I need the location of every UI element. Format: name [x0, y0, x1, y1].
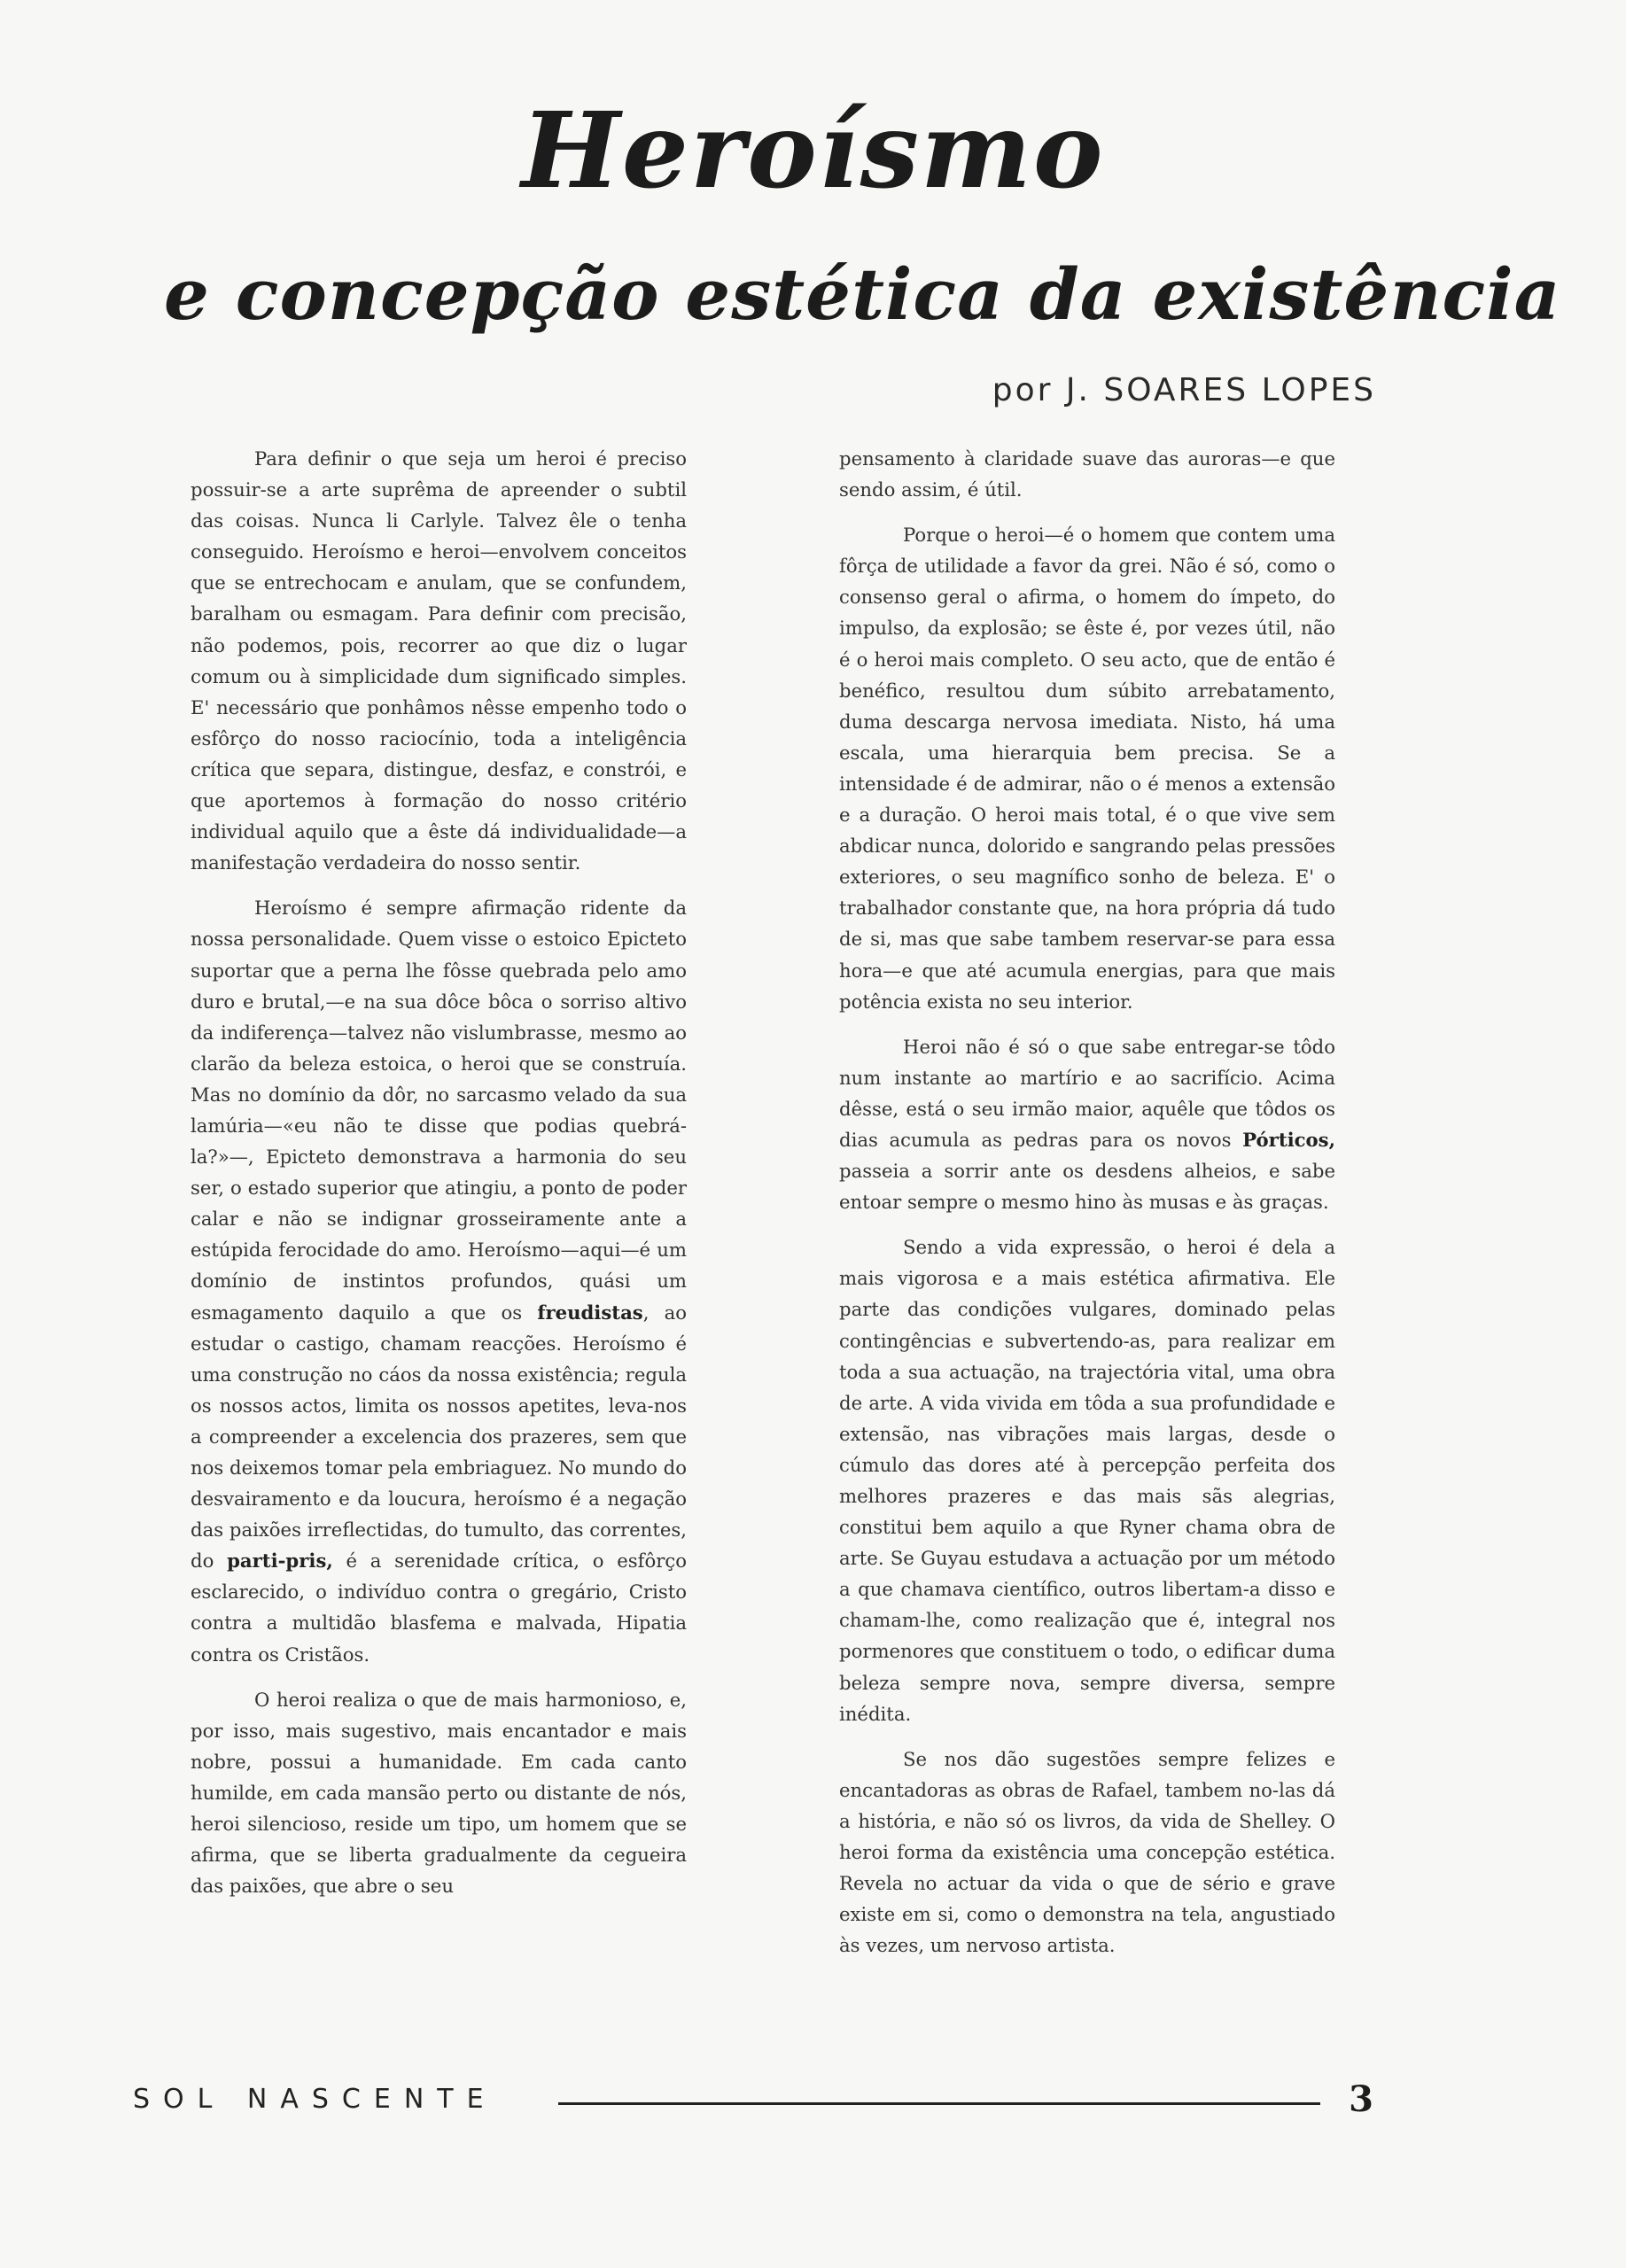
- text-run: é a serenidade crítica, o esfôrço esclarecido, o indivíduo contra o gregário, Cristo contra a multidão blasfema e malvada, Hipatia contra os Cristãos.: [191, 1550, 687, 1666]
- text-run: passeia a sorrir ante os desdens alheios, e sabe entoar sempre o mesmo hino às musas e às graças.: [839, 1160, 1335, 1214]
- text-run: Heroísmo é sempre afirmação ridente da nossa personalidade. Quem visse o estoico Epicteto suportar que a perna lhe fôsse quebrada pelo amo duro e brutal,—e na sua dôce bôca o sorriso altivo da indiferença—talvez não vislumbrasse, mesmo ao clarão da beleza estoica, o heroi que se construía. Mas no domínio da dôr, no sarcasmo velado da sua lamúria—«eu não te disse que podias quebrá-la?»—, Epicteto demonstrava a harmonia do seu ser, o estado superior que atingiu, a ponto de poder calar e não se indignar grosseiramente ante a estúpida ferocidade do amo. Heroísmo—aqui—é um domínio de instintos profundos, quási um esmagamento daquilo a que os: [191, 897, 687, 1324]
- bold-term: freudistas: [537, 1301, 643, 1324]
- text-run: Heroi não é só o que sabe entregar-se tôdo num instante ao martírio e ao sacrifício. Acima dêsse, está o seu irmão maior, aquêle que tôdos os dias acumula as pedras para os novos: [839, 1035, 1335, 1151]
- paragraph: [191, 892, 687, 1669]
- page-footer: [133, 2078, 1373, 2137]
- paragraph: [839, 1031, 1335, 1218]
- paragraph: O heroi realiza o que de mais harmonioso, e, por isso, mais sugestivo, mais encantador e mais nobre, possui a humanidade. Em cada canto humilde, em cada mansão perto ou distante de nós, heroi silencioso, reside um tipo, um homem que se afirma, que se liberta gradualmente da cegueira das paixões, que abre o seu: [191, 1688, 687, 1898]
- paragraph: Se nos dão sugestões sempre felizes e encantadoras as obras de Rafael, tambem no-las dá a história, e não só os livros, da vida de Shelley. O heroi forma da existência uma concepção estética. Revela no actuar da vida o que de sério e grave existe em si, como o demonstra na tela, angustiado às vezes, um nervoso artista.: [839, 1747, 1335, 1957]
- article-title: Heroísmo: [521, 89, 1105, 212]
- paragraph: pensamento à claridade suave das auroras—e que sendo assim, é útil.: [839, 447, 1335, 501]
- paragraph: Para definir o que seja um heroi é preciso possuir-se a arte suprêma de apreender o subtil das coisas. Nunca li Carlyle. Talvez êle o tenha conseguido. Heroísmo e heroi—envolvem conceitos que se entrechocam e anulam, que se confundem, baralham ou esmagam. Para definir com precisão, não podemos, pois, recorrer ao que diz o lugar comum ou à simplicidade dum significado simples. E' necessário que ponhâmos nêsse empenho todo o esfôrço do nosso raciocínio, toda a inteligência crítica que separa, distingue, desfaz, e constrói, e que aportemos à formação do nosso critério individual aquilo que a êste dá individualidade—a manifestação verdadeira do nosso sentir.: [191, 447, 687, 874]
- right-column: [839, 443, 1335, 1975]
- text-run: , ao estudar o castigo, chamam reacções. Heroísmo é uma construção no cáos da nossa existência; regula os nossos actos, limita os nossos apetites, leva-nos a compreender a excelencia dos prazeres, sem que nos deixemos tomar pela embriaguez. No mundo do desvairamento e da loucura, heroísmo é a negação das paixões irreflectidas, do tumulto, das correntes, do: [191, 1301, 687, 1573]
- bold-term: Pórticos,: [1242, 1128, 1335, 1151]
- page-number: 3: [1349, 2078, 1373, 2120]
- left-column: [191, 443, 687, 1915]
- article-byline: por J. SOARES LOPES: [992, 372, 1376, 408]
- paragraph: Porque o heroi—é o homem que contem uma fôrça de utilidade a favor da grei. Não é só, como o consenso geral o afirma, o homem do ímpeto, do impulso, da explosão; se êste é, por vezes útil, não é o heroi mais completo. O seu acto, que de então é benéfico, resultou dum súbito arrebatamento, duma descarga nervosa imediata. Nisto, há uma escala, uma hierarquia bem precisa. Se a intensidade é de admirar, não o é menos a extensão e a duração. O heroi mais total, é o que vive sem abdicar nunca, dolorido e sangrando pelas pressões exteriores, o seu magnífico sonho de beleza. E' o trabalhador constante que, na hora própria dá tudo de si, mas que sabe tambem reservar-se para essa hora—e que até acumula energias, para que mais potência exista no seu interior.: [839, 524, 1335, 1013]
- footer-rule: [558, 2102, 1320, 2105]
- publication-name: SOL NASCENTE: [133, 2084, 510, 2115]
- paragraph: Sendo a vida expressão, o heroi é dela a mais vigorosa e a mais estética afirmativa. Ele parte das condições vulgares, dominado pelas contingências e subvertendo-as, para realizar em toda a sua actuação, na trajectória vital, uma obra de arte. A vida vivida em tôda a sua profundidade e extensão, nas vibrações mais largas, desde o cúmulo das dores até à percepção perfeita dos melhores prazeres e das mais sãs alegrias, constitui bem aquilo a que Ryner chama obra de arte. Se Guyau estudava a actuação por um método a que chamava científico, outros libertam-a disso e chamam-lhe, como realização que é, integral nos pormenores que constituem o todo, o edificar duma beleza sempre nova, sempre diversa, sempre inédita.: [839, 1236, 1335, 1725]
- article-subtitle: e concepção estética da existência: [164, 252, 1561, 336]
- bold-term: parti-pris,: [227, 1550, 333, 1573]
